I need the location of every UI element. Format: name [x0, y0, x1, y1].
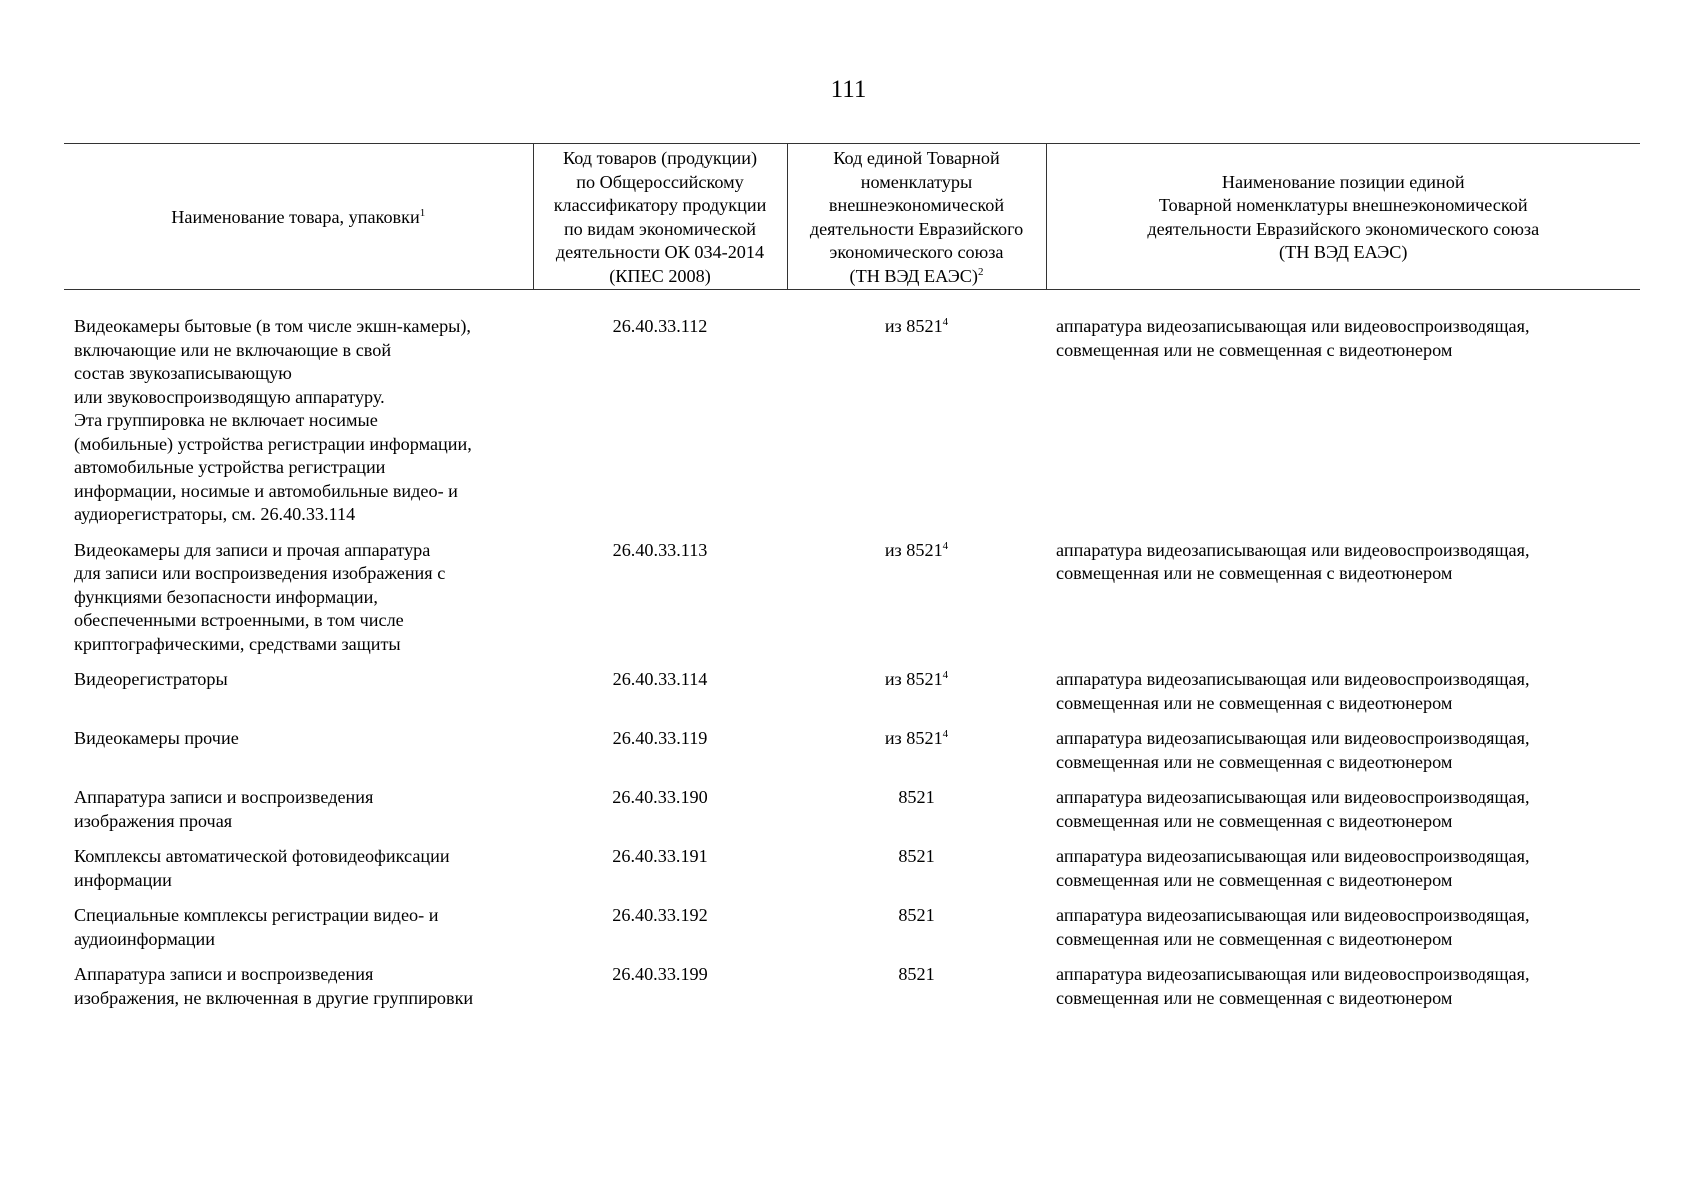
product-name-line: включающие или не включающие в свой: [74, 339, 392, 360]
tnved-code-text: 8521: [898, 905, 935, 925]
product-name-line: (мобильные) устройства регистрации информации,: [74, 433, 472, 454]
header-line: внешнеэкономической: [828, 195, 1005, 215]
product-name-line: изображения прочая: [74, 810, 233, 831]
header-tnved-code: [787, 144, 1046, 290]
table-row: [64, 845, 1640, 904]
position-name-line: аппаратура видеозаписывающая или видеовоспроизводящая,: [1056, 846, 1530, 866]
cell-tnved-position-name: [1046, 845, 1640, 904]
product-name-line: Комплексы автоматической фотовидеофиксации: [74, 846, 450, 866]
header-line: (КПЕС 2008): [609, 265, 711, 286]
position-name-line: аппаратура видеозаписывающая или видеовоспроизводящая,: [1056, 787, 1530, 807]
product-name-line: функциями безопасности информации,: [74, 586, 378, 607]
product-name-line: информации: [74, 869, 172, 890]
cell-tnved-code: [787, 904, 1046, 963]
product-name-line: криптографическими, средствами защиты: [74, 633, 401, 654]
cell-tnved-code: [787, 290, 1046, 539]
product-name-line: аудиоинформации: [74, 928, 215, 949]
footnote-mark: 4: [942, 539, 949, 552]
goods-table: [64, 143, 1640, 1022]
position-name-line: совмещенная или не совмещенная с видеотюнером: [1056, 751, 1453, 772]
table-row: [64, 786, 1640, 845]
cell-product-name: [64, 539, 533, 669]
product-name-line: автомобильные устройства регистрации: [74, 457, 386, 477]
header-line: [70, 206, 527, 230]
cell-product-name: [64, 290, 533, 539]
product-name-line: изображения, не включенная в другие группировки: [74, 987, 474, 1008]
product-name-line: Специальные комплексы регистрации видео- и: [74, 905, 439, 925]
header-line: [794, 265, 1040, 289]
header-line: экономического союза: [829, 242, 1004, 262]
product-name-line: Видеокамеры бытовые (в том числе экшн-камеры),: [74, 316, 471, 336]
cell-okpd-code: 26.40.33.119: [612, 728, 708, 748]
header-line: деятельности Евразийского: [809, 218, 1024, 239]
header-line: деятельности Евразийского экономического союза: [1147, 218, 1540, 239]
tnved-code-text: из 8521: [884, 539, 943, 560]
tnved-code-text: 8521: [898, 787, 935, 807]
position-name-line: совмещенная или не совмещенная с видеотюнером: [1056, 810, 1453, 831]
cell-product-name: [64, 727, 533, 786]
cell-product-name: [64, 963, 533, 1022]
header-line: Наименование позиции единой: [1221, 171, 1465, 192]
position-name-line: аппаратура видеозаписывающая или видеовоспроизводящая,: [1056, 964, 1530, 984]
cell-product-name: [64, 668, 533, 727]
footnote-mark: 1: [419, 206, 426, 219]
table-row: [64, 290, 1640, 539]
product-name-line: Аппаратура записи и воспроизведения: [74, 964, 374, 984]
header-line: Код товаров (продукции): [562, 148, 758, 168]
cell-tnved-code: [787, 727, 1046, 786]
position-name-line: аппаратура видеозаписывающая или видеовоспроизводящая,: [1056, 316, 1530, 336]
product-name-line: Видеокамеры прочие: [74, 728, 239, 748]
cell-okpd-code: 26.40.33.190: [612, 787, 708, 807]
header-line: классификатору продукции: [553, 195, 767, 215]
position-name-line: совмещенная или не совмещенная с видеотюнером: [1056, 563, 1453, 583]
header-line-text: (ТН ВЭД ЕАЭС): [849, 265, 978, 286]
cell-okpd-code: 26.40.33.192: [612, 905, 708, 925]
product-name-line: или звуковоспроизводящую аппаратуру.: [74, 386, 385, 407]
header-line-text: Наименование товара, упаковки: [171, 206, 420, 227]
cell-okpd-code: 26.40.33.113: [612, 539, 708, 560]
footnote-mark: 4: [942, 669, 949, 681]
cell-okpd-code: 26.40.33.112: [612, 316, 708, 336]
table-row: [64, 727, 1640, 786]
cell-product-name: [64, 904, 533, 963]
cell-product-name: [64, 786, 533, 845]
header-line: по Общероссийскому: [576, 171, 744, 192]
cell-tnved-position-name: [1046, 786, 1640, 845]
cell-tnved-position-name: [1046, 290, 1640, 539]
table-header: [64, 144, 1640, 290]
table-body: [64, 290, 1640, 1023]
cell-tnved-position-name: [1046, 727, 1640, 786]
product-name-line: для записи или воспроизведения изображения с: [74, 563, 446, 583]
cell-okpd-code: 26.40.33.114: [612, 669, 708, 689]
footnote-mark: 4: [942, 728, 949, 740]
cell-tnved-code: [787, 539, 1046, 669]
product-name-line: обеспеченными встроенными, в том числе: [74, 610, 404, 630]
cell-tnved-position-name: [1046, 904, 1640, 963]
cell-okpd-code: 26.40.33.191: [612, 846, 708, 866]
header-line: Товарной номенклатуры внешнеэкономической: [1158, 195, 1528, 215]
footnote-mark: 2: [977, 265, 984, 278]
tnved-code-text: 8521: [898, 964, 935, 984]
position-name-line: совмещенная или не совмещенная с видеотюнером: [1056, 692, 1453, 713]
cell-tnved-position-name: [1046, 963, 1640, 1022]
position-name-line: аппаратура видеозаписывающая или видеовоспроизводящая,: [1056, 905, 1530, 925]
product-name-line: состав звукозаписывающую: [74, 363, 292, 383]
header-line: номенклатуры: [860, 171, 973, 192]
cell-tnved-position-name: [1046, 668, 1640, 727]
footnote-mark: 4: [942, 316, 949, 328]
position-name-line: совмещенная или не совмещенная с видеотюнером: [1056, 869, 1453, 890]
product-name-line: Эта группировка не включает носимые: [74, 410, 378, 430]
position-name-line: совмещенная или не совмещенная с видеотюнером: [1056, 987, 1453, 1008]
cell-okpd-code: 26.40.33.199: [612, 964, 708, 984]
tnved-code-text: 8521: [898, 846, 935, 866]
header-line: (ТН ВЭД ЕАЭС): [1279, 242, 1408, 262]
position-name-line: аппаратура видеозаписывающая или видеовоспроизводящая,: [1056, 539, 1530, 560]
header-line: Код единой Товарной: [833, 148, 1000, 168]
product-name-line: Аппаратура записи и воспроизведения: [74, 787, 374, 807]
cell-product-name: [64, 845, 533, 904]
cell-tnved-code: [787, 668, 1046, 727]
table-row: [64, 668, 1640, 727]
header-okpd-code: [533, 144, 787, 290]
position-name-line: совмещенная или не совмещенная с видеотюнером: [1056, 928, 1453, 949]
position-name-line: аппаратура видеозаписывающая или видеовоспроизводящая,: [1056, 728, 1530, 748]
cell-tnved-code: [787, 845, 1046, 904]
header-line: деятельности ОК 034-2014: [555, 242, 765, 262]
tnved-code-text: из 8521: [884, 669, 943, 689]
cell-tnved-position-name: [1046, 539, 1640, 669]
header-name: [64, 144, 533, 290]
header-line: по видам экономической: [563, 218, 757, 239]
table-row: [64, 963, 1640, 1022]
position-name-line: совмещенная или не совмещенная с видеотюнером: [1056, 339, 1453, 360]
product-name-line: информации, носимые и автомобильные видео- и: [74, 480, 458, 501]
position-name-line: аппаратура видеозаписывающая или видеовоспроизводящая,: [1056, 669, 1530, 689]
table-row: [64, 904, 1640, 963]
header-tnved-name: [1046, 144, 1640, 290]
table-row: [64, 539, 1640, 669]
product-name-line: Видеокамеры для записи и прочая аппаратура: [74, 539, 431, 560]
tnved-code-text: из 8521: [884, 316, 943, 336]
product-name-line: Видеорегистраторы: [74, 669, 228, 689]
tnved-code-text: из 8521: [884, 728, 943, 748]
cell-tnved-code: [787, 963, 1046, 1022]
cell-tnved-code: [787, 786, 1046, 845]
product-name-line: аудиорегистраторы, см. 26.40.33.114: [74, 504, 356, 524]
page-number: 111: [830, 76, 867, 103]
